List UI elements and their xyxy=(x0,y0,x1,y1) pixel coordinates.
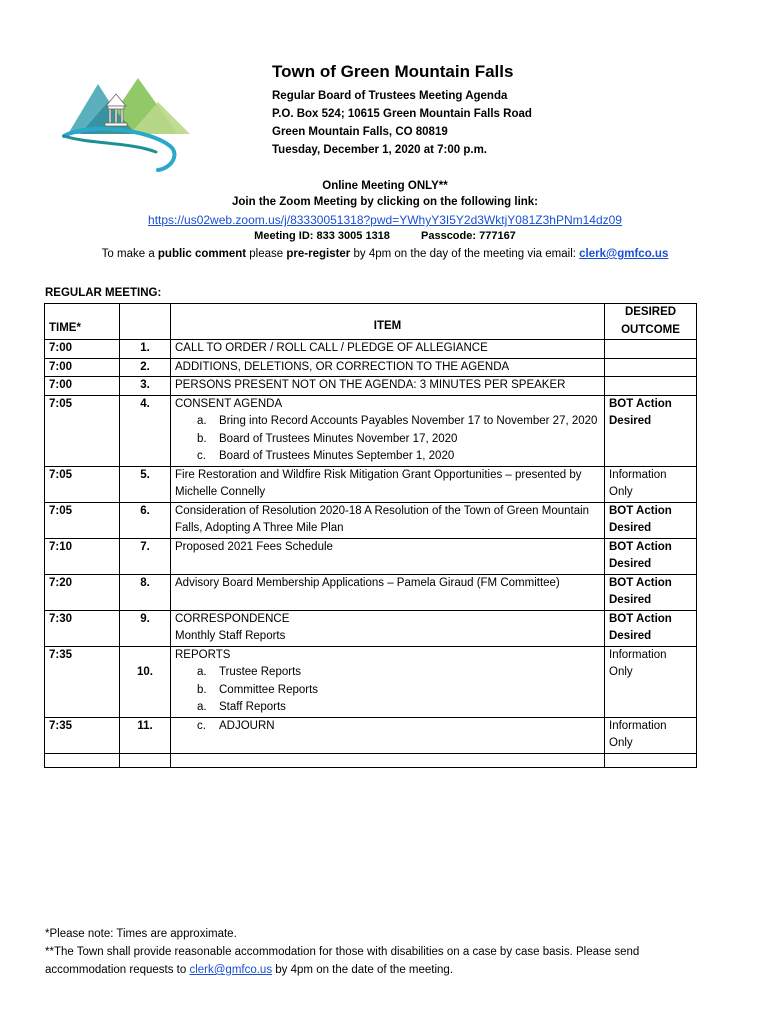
row-outcome: BOT Action Desired xyxy=(605,610,697,646)
row-time: 7:05 xyxy=(45,395,120,466)
sub-item xyxy=(175,682,600,700)
table-row xyxy=(45,502,697,538)
row-outcome xyxy=(605,340,697,359)
row-item: Proposed 2021 Fees Schedule xyxy=(171,538,605,574)
pc-bold-1: public comment xyxy=(157,248,247,260)
table-row xyxy=(45,377,697,396)
row-number: 9. xyxy=(120,610,171,646)
sub-text: Committee Reports xyxy=(219,683,319,696)
sub-item xyxy=(175,664,600,682)
row-time: 7:00 xyxy=(45,358,120,377)
row-outcome: BOT Action Desired xyxy=(605,502,697,538)
row-number: 1. xyxy=(120,340,171,359)
sub-item xyxy=(175,448,600,466)
row-number: 3. xyxy=(120,377,171,396)
sub-text: Staff Reports xyxy=(219,701,286,713)
row-time: 7:20 xyxy=(45,574,120,610)
sub-text: Bring into Record Accounts Payables November 17 to November 27, 2020 xyxy=(219,415,598,427)
row-item: ADDITIONS, DELETIONS, OR CORRECTION TO THE AGENDA xyxy=(171,358,605,377)
row-time: 7:35 xyxy=(45,717,120,753)
agenda-subtitle: Regular Board of Trustees Meeting Agenda xyxy=(272,90,508,102)
sub-marker: c. xyxy=(197,450,206,462)
pc-text-1: To make a xyxy=(101,248,158,260)
row-item xyxy=(171,717,605,753)
sub-marker: a. xyxy=(197,701,207,713)
footnote-text-end: by 4pm on the date of the meeting. xyxy=(272,964,454,976)
row-outcome: Information Only xyxy=(605,466,697,502)
row-item: Advisory Board Membership Applications – Pamela Giraud (FM Committee) xyxy=(171,574,605,610)
join-instructions: Join the Zoom Meeting by clicking on the following link: xyxy=(231,196,539,208)
table-header-row xyxy=(45,304,697,340)
row-item xyxy=(171,610,605,646)
table-row xyxy=(45,646,697,717)
meeting-credentials xyxy=(0,230,770,242)
num-header-cell xyxy=(120,304,171,340)
row-number: 2. xyxy=(120,358,171,377)
sub-text: Trustee Reports xyxy=(219,666,302,678)
table-row xyxy=(45,358,697,377)
table-row xyxy=(45,395,697,466)
zoom-link[interactable]: https://us02web.zoom.us/j/83330051318?pwd=YWhyY3I5Y2d3WktjY081Z3hPNm14dz09 xyxy=(148,213,622,227)
sub-text: Board of Trustees Minutes November 17, 2020 xyxy=(219,432,458,445)
outcome-header-cell xyxy=(605,304,697,340)
public-comment-line xyxy=(0,248,770,260)
meeting-date: Tuesday, December 1, 2020 at 7:00 p.m. xyxy=(272,144,487,156)
row-item-title: CORRESPONDENCE xyxy=(175,612,290,625)
empty-cell xyxy=(45,753,120,767)
row-item: PERSONS PRESENT NOT ON THE AGENDA: 3 MINUTES PER SPEAKER xyxy=(171,377,605,396)
table-row xyxy=(45,610,697,646)
pc-bold-2: pre-register xyxy=(286,248,351,260)
sub-marker: c. xyxy=(197,719,206,732)
row-number: 10. xyxy=(137,665,153,678)
row-number: 4. xyxy=(120,395,171,466)
row-outcome xyxy=(605,377,697,396)
row-outcome: Information Only xyxy=(605,717,697,753)
table-row xyxy=(45,466,697,502)
passcode-label: Passcode: xyxy=(421,230,477,242)
empty-cell xyxy=(605,753,697,767)
row-time: 7:35 xyxy=(45,646,120,717)
meeting-id-label: Meeting ID: xyxy=(254,230,314,242)
footer-email-link[interactable]: clerk@gmfco.us xyxy=(189,964,273,976)
time-header-cell xyxy=(45,304,120,340)
town-logo xyxy=(60,72,200,172)
town-title: Town of Green Mountain Falls xyxy=(272,62,514,81)
row-item: Consideration of Resolution 2020-18 A Resolution of the Town of Green Mountain Falls, Adopting A Three Mile Plan xyxy=(171,502,605,538)
town-city: Green Mountain Falls, CO 80819 xyxy=(272,126,448,138)
row-item xyxy=(171,646,605,717)
row-number: 11. xyxy=(120,717,171,753)
sub-item xyxy=(175,431,600,449)
passcode: 777167 xyxy=(479,230,516,242)
row-time: 7:00 xyxy=(45,377,120,396)
sub-marker: a. xyxy=(197,666,207,678)
footnote-times: *Please note: Times are approximate. xyxy=(45,928,237,940)
row-outcome xyxy=(605,358,697,377)
sub-marker: b. xyxy=(197,432,207,445)
footnote-accommodation-cont xyxy=(45,964,453,976)
pc-text-3: by 4pm on the day of the meeting via email: xyxy=(350,248,580,260)
row-item: CALL TO ORDER / ROLL CALL / PLEDGE OF ALLEGIANCE xyxy=(171,340,605,359)
outcome-header-2: OUTCOME xyxy=(621,323,680,336)
row-item-title: CONSENT AGENDA xyxy=(175,397,283,410)
row-item-detail: Monthly Staff Reports xyxy=(175,630,286,642)
sub-marker: a. xyxy=(197,415,207,427)
row-item-title: REPORTS xyxy=(175,648,231,661)
row-number-cell xyxy=(120,646,171,717)
empty-cell xyxy=(120,753,171,767)
row-outcome: BOT Action Desired xyxy=(605,538,697,574)
row-time: 7:05 xyxy=(45,466,120,502)
row-number: 7. xyxy=(120,538,171,574)
footnote-accommodation: **The Town shall provide reasonable accommodation for those with disabilities on a case by case basis. Please send xyxy=(45,946,640,958)
section-label: REGULAR MEETING: xyxy=(45,287,162,299)
sub-item xyxy=(175,413,600,431)
clerk-email-link[interactable]: clerk@gmfco.us xyxy=(579,248,669,260)
meeting-id: 833 3005 1318 xyxy=(316,230,390,242)
sub-marker: b. xyxy=(197,683,207,696)
row-time: 7:10 xyxy=(45,538,120,574)
pc-text-2: please xyxy=(246,248,287,260)
zoom-link-line xyxy=(0,213,770,227)
sub-text: ADJOURN xyxy=(219,719,275,732)
row-outcome: BOT Action Desired xyxy=(605,574,697,610)
row-number: 5. xyxy=(120,466,171,502)
row-number: 8. xyxy=(120,574,171,610)
table-row xyxy=(45,340,697,359)
outcome-header-1: DESIRED xyxy=(624,306,677,318)
row-time: 7:05 xyxy=(45,502,120,538)
row-number: 6. xyxy=(120,502,171,538)
row-time: 7:30 xyxy=(45,610,120,646)
time-header: TIME* xyxy=(49,322,81,334)
row-item xyxy=(171,395,605,466)
table-row xyxy=(45,538,697,574)
item-header: ITEM xyxy=(373,320,402,332)
row-item: Fire Restoration and Wildfire Risk Mitigation Grant Opportunities – presented by Michelle Connelly xyxy=(171,466,605,502)
online-notice: Online Meeting ONLY** xyxy=(322,180,448,192)
empty-cell xyxy=(171,753,605,767)
table-row xyxy=(45,574,697,610)
item-header-cell xyxy=(171,304,605,340)
footnote-text: accommodation requests to xyxy=(45,964,190,976)
town-address: P.O. Box 524; 10615 Green Mountain Falls Road xyxy=(272,108,532,120)
row-outcome: BOT Action Desired xyxy=(605,395,697,466)
agenda-table xyxy=(44,303,697,768)
table-row-empty xyxy=(45,753,697,767)
sub-item xyxy=(175,718,600,736)
table-row xyxy=(45,717,697,753)
sub-item xyxy=(175,699,600,717)
row-time: 7:00 xyxy=(45,340,120,359)
sub-text: Board of Trustees Minutes September 1, 2020 xyxy=(219,450,455,462)
row-outcome: Information Only xyxy=(605,646,697,717)
